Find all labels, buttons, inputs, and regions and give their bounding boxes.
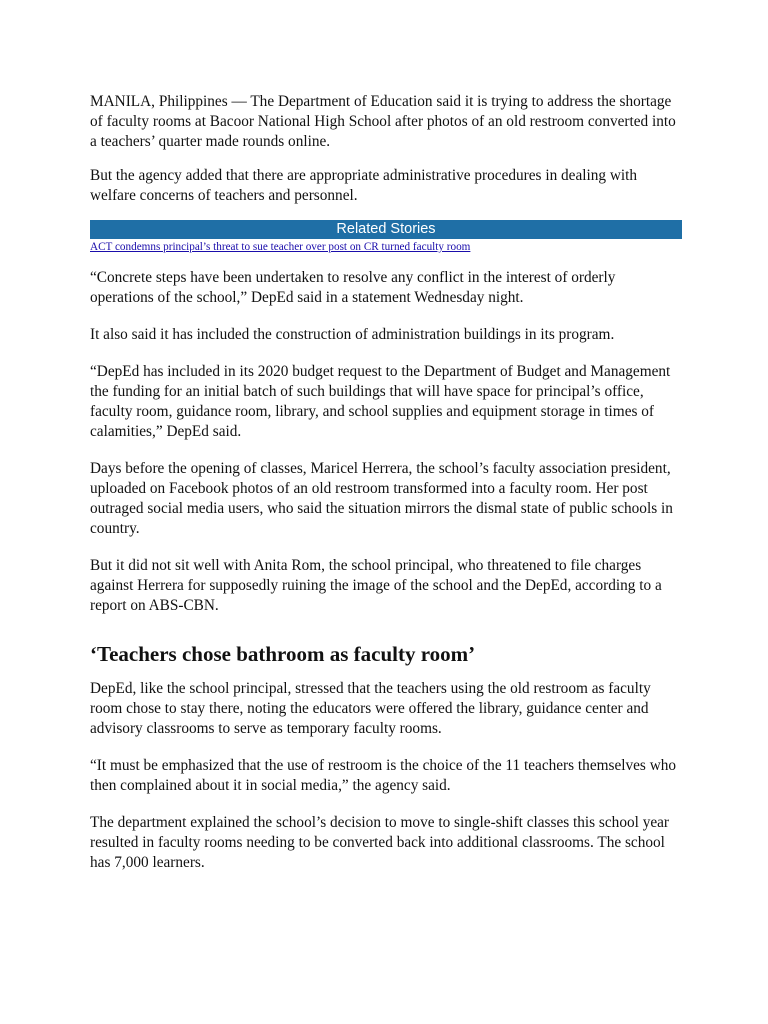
related-story-link[interactable]: ACT condemns principal’s threat to sue teacher over post on CR turned faculty room: [90, 241, 471, 253]
paragraph-teachers-chose: DepEd, like the school principal, stressed that the teachers using the old restroom as faculty room chose to stay there, noting the educators were offered the library, guidance center and advisory classrooms to serve as temporary faculty rooms.: [90, 680, 651, 737]
paragraph-concrete-steps: “Concrete steps have been undertaken to resolve any conflict in the interest of orderly operations of the school,” DepEd said in a statement Wednesday night.: [90, 269, 616, 306]
paragraph-principal-threat: But it did not sit well with Anita Rom, the school principal, who threatened to file charges against Herrera for supposedly ruining the image of the school and the DepEd, according to a report on ABS-CBN.: [90, 557, 662, 614]
paragraph-facebook-post: Days before the opening of classes, Maricel Herrera, the school’s faculty association president, uploaded on Facebook photos of an old restroom transformed into a faculty room. Her post outraged social media users, who said the situation mirrors the dismal state of public schools in country.: [90, 460, 673, 537]
paragraph-intro: MANILA, Philippines — The Department of Education said it is trying to address the shortage of faculty rooms at Bacoor National High School after photos of an old restroom converted into a teachers’ quarter made rounds online.: [90, 93, 676, 150]
paragraph-emphasized-quote: “It must be emphasized that the use of restroom is the choice of the 11 teachers themselves who then complained about it in social media,” the agency said.: [90, 757, 677, 794]
paragraph-admin-buildings: It also said it has included the construction of administration buildings in its program.: [90, 326, 615, 343]
paragraph-agency-procedures: But the agency added that there are appropriate administrative procedures in dealing with welfare concerns of teachers and personnel.: [90, 167, 638, 204]
paragraph-budget-request: “DepEd has included in its 2020 budget request to the Department of Budget and Management the funding for an initial batch of such buildings that will have space for principal’s office, faculty room, guidance room, library, and school supplies and equipment storage in times of calamities,” DepEd said.: [90, 363, 671, 440]
related-stories-header: Related Stories: [90, 220, 682, 239]
article-body: [90, 92, 682, 873]
section-heading: ‘Teachers chose bathroom as faculty room’: [90, 642, 476, 666]
paragraph-single-shift: The department explained the school’s decision to move to single-shift classes this school year resulted in faculty rooms needing to be converted back into additional classrooms. The school has 7,000 learners.: [90, 814, 670, 871]
